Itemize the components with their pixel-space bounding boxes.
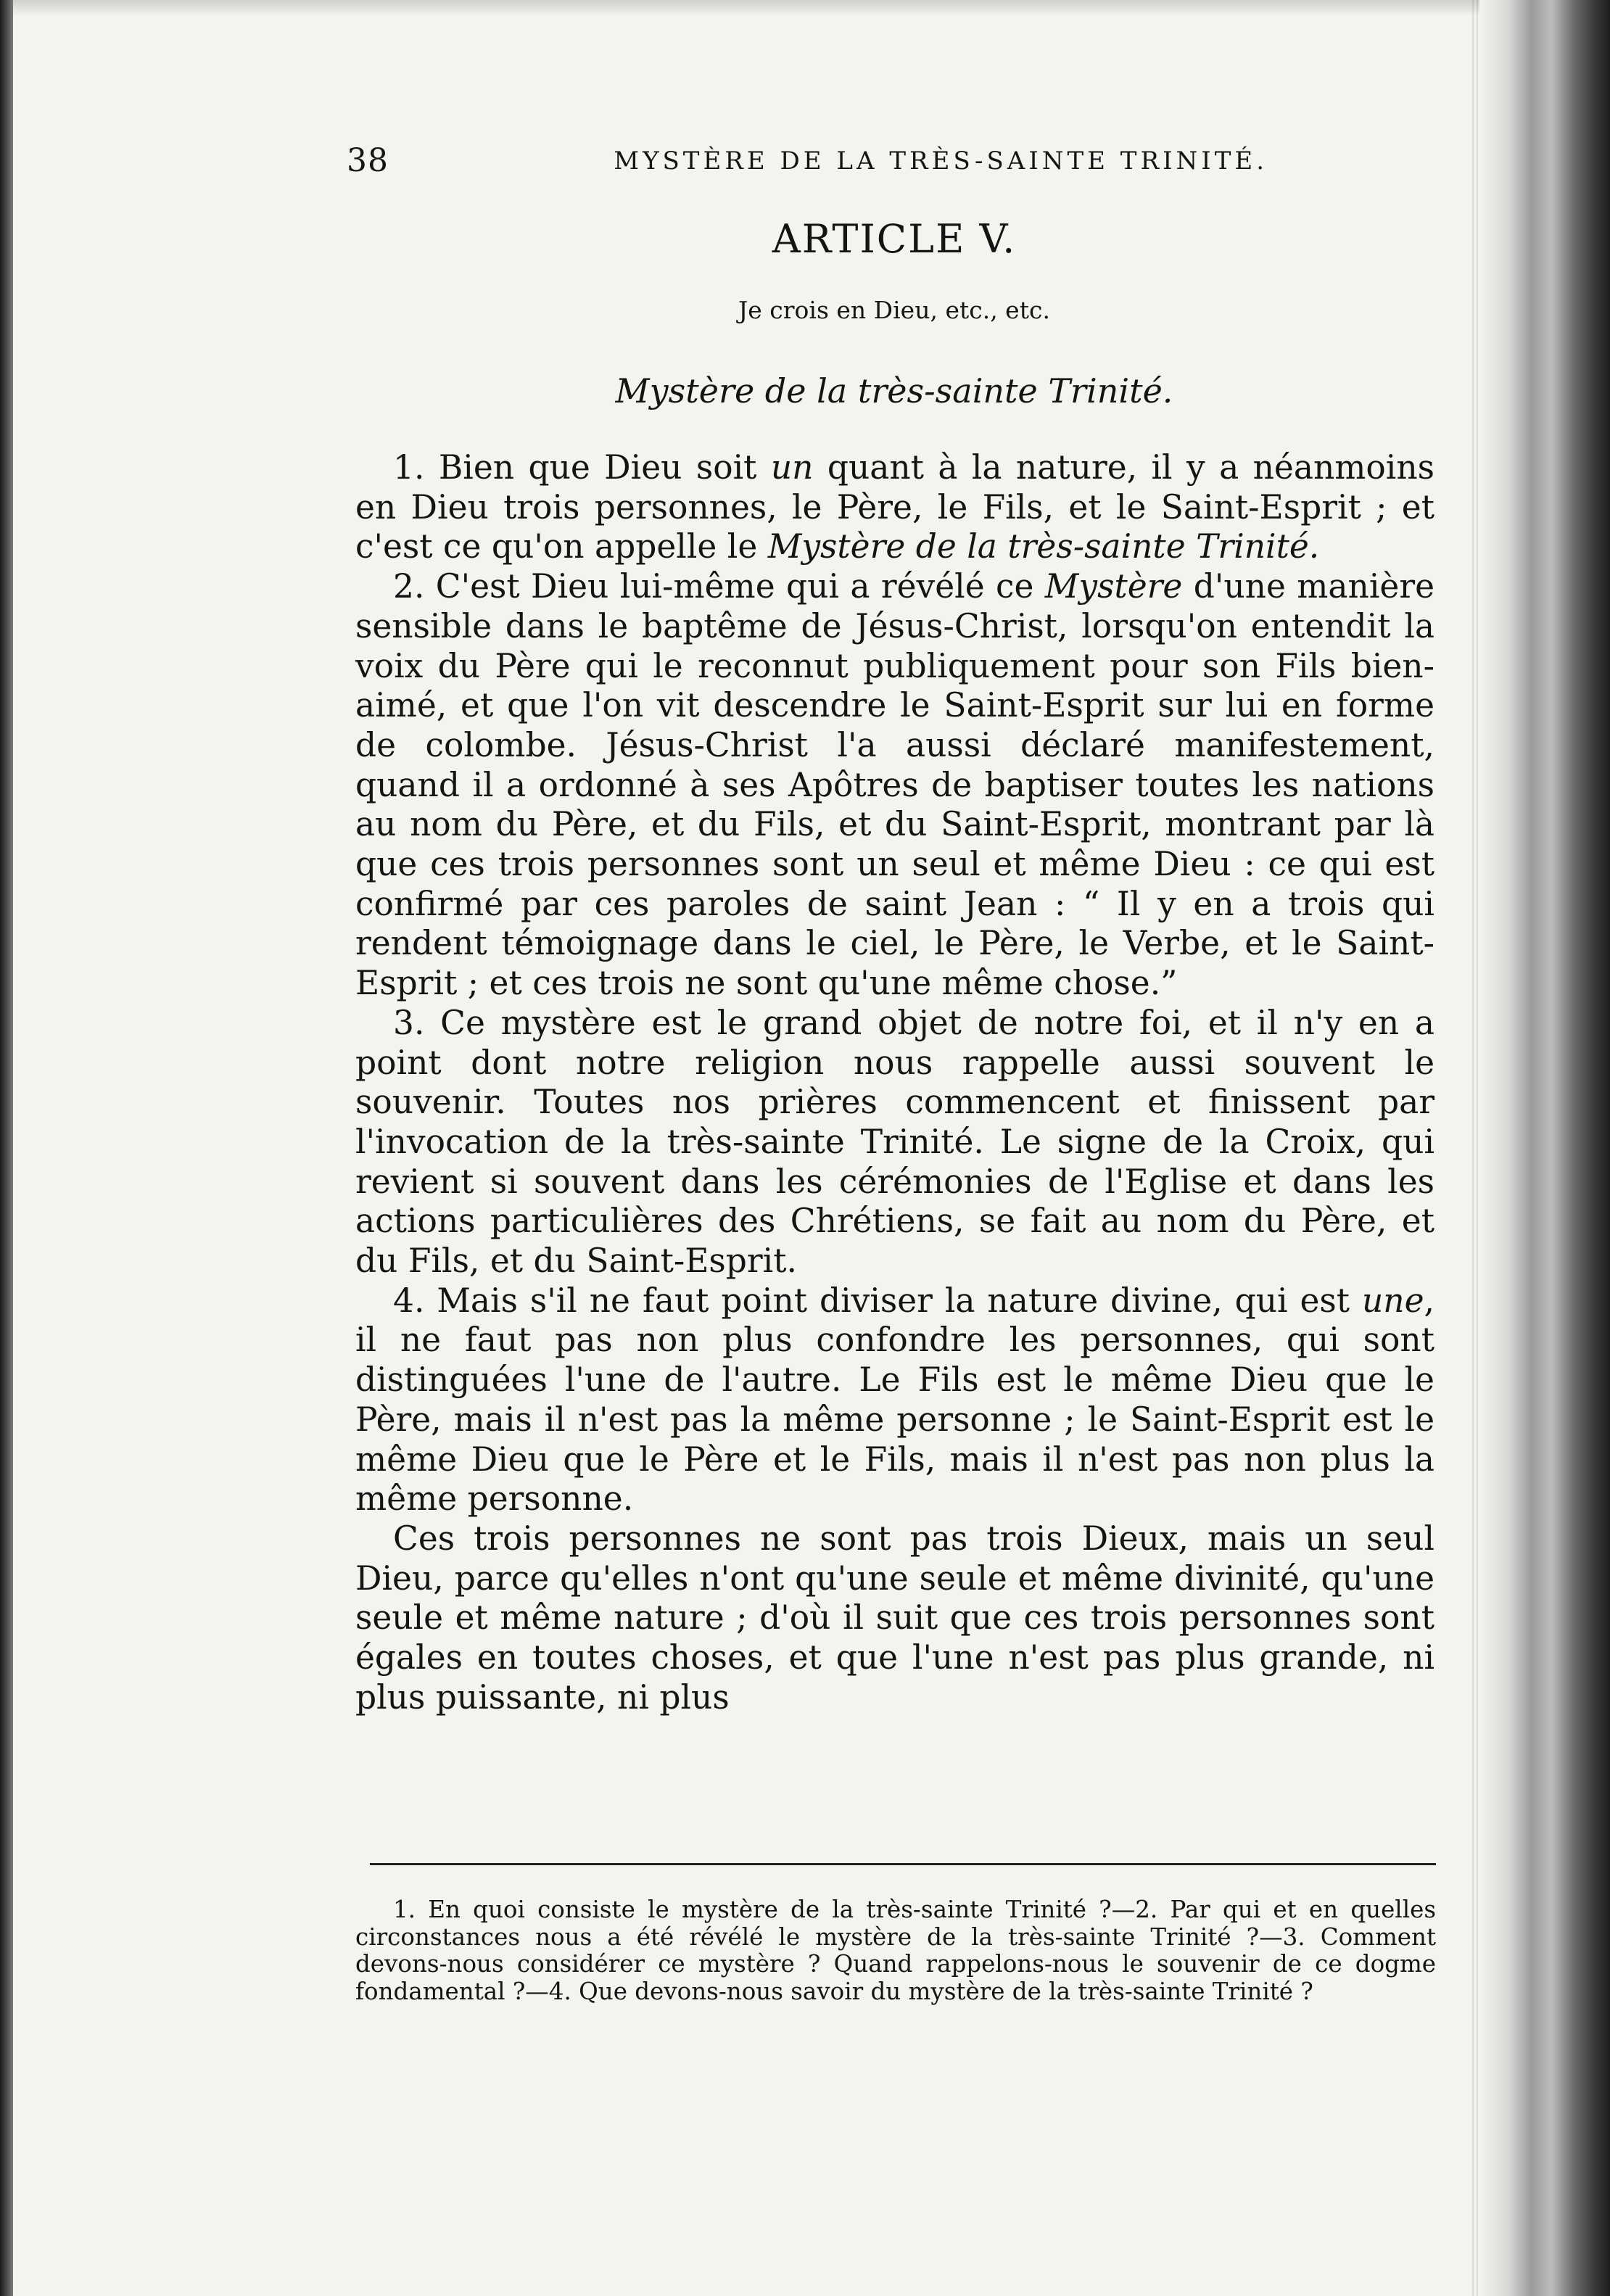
paragraph-text: Ce mystère est le grand objet de notre foi, et il n'y en a point dont notre religion nous rappelle aussi souvent le souvenir. Toutes nos prières commencent et finissent par l'invocation de la très-sainte Trinité. Le signe de la Croix, qui revient si souvent dans les cérémonies de l'Eglise et dans les actions particulières des Chrétiens, se fait au nom du Père, et du Fils, et du Saint-Esprit.	[355, 1003, 1434, 1281]
paragraph-text: Mais s'il ne faut point diviser la nature divine, qui est	[437, 1281, 1362, 1320]
paragraph-text: , il ne faut pas non plus confondre les personnes, qui sont distinguées l'une de l'autre. Le Fils est le même Dieu que le Père, mais il n'est pas la même personne ; le Saint-Esprit est le même Dieu que le Père et le Fils, mais il n'est pas non plus la même personne.	[355, 1281, 1434, 1519]
footnotes	[355, 1896, 1436, 2005]
scan-left-edge	[0, 0, 13, 2296]
paragraph-text: C'est Dieu lui-même qui a révélé ce	[435, 567, 1045, 606]
emphasis-text: Mystère	[1044, 567, 1183, 606]
emphasis-text: Mystère de la très-sainte Trinité.	[767, 527, 1320, 566]
footnote-rule	[370, 1863, 1436, 1865]
scan-top-shadow	[13, 0, 1493, 16]
page-number: 38	[347, 142, 389, 179]
paragraph-number: 1.	[393, 448, 425, 487]
scan-right-edge	[1479, 0, 1610, 2296]
paragraph-number: 4.	[393, 1281, 425, 1320]
emphasis-text: un	[770, 448, 814, 487]
running-title: MYSTÈRE DE LA TRÈS-SAINTE TRINITÉ.	[614, 146, 1268, 175]
paragraph-number: 3.	[393, 1003, 425, 1042]
paragraph-4	[355, 1281, 1434, 1519]
paragraph-5	[355, 1519, 1434, 1718]
body-text	[355, 448, 1434, 1718]
paragraph-text: quant à la nature, il y a néanmoins en Dieu trois personnes, le Père, le Fils, et le Saint-Esprit ; et c'est ce qu'on appelle le	[355, 448, 1435, 566]
emphasis-text: une	[1361, 1281, 1424, 1320]
paragraph-3	[355, 1004, 1434, 1281]
article-heading: ARTICLE V.	[772, 216, 1017, 262]
footnote-questions: 1. En quoi consiste le mystère de la très-sainte Trinité ?—2. Par qui et en quelles circonstances nous a été révélé le mystère de la très-sainte Trinité ?—3. Comment devons-nous considérer ce mystère ? Quand rappelons-nous le souvenir de ce dogme fondamental ?—4. Que devons-nous savoir du mystère de la très-sainte Trinité ?	[355, 1896, 1436, 2005]
paragraph-text: Bien que Dieu soit	[438, 448, 771, 487]
paragraph-2	[355, 567, 1434, 1004]
paragraph-text: Ces trois personnes ne sont pas trois Dieux, mais un seul Dieu, parce qu'elles n'ont qu'une seule et même divinité, qu'une seule et même nature ; d'où il suit que ces trois personnes sont égales en toutes choses, et que l'une n'est pas plus grande, ni plus puissante, ni plus	[355, 1519, 1434, 1717]
epigraph: Je crois en Dieu, etc., etc.	[738, 296, 1050, 324]
running-head	[347, 142, 1268, 186]
paragraph-text: d'une manière sensible dans le baptême de Jésus-Christ, lorsqu'on entendit la voix du Père qui le reconnut publiquement pour son Fils bien-aimé, et que l'on vit descendre le Saint-Esprit sur lui en forme de colombe. Jésus-Christ l'a aussi déclaré manifestement, quand il a ordonné à ses Apôtres de baptiser toutes les nations au nom du Père, et du Fils, et du Saint-Esprit, montrant par là que ces trois personnes sont un seul et même Dieu : ce qui est confirmé par ces paroles de saint Jean : “ Il y en a trois qui rendent témoignage dans le ciel, le Père, le Verbe, et le Saint-Esprit ; et ces trois ne sont qu'une même chose.”	[355, 567, 1434, 1003]
paragraph-1	[355, 448, 1434, 567]
paragraph-number: 2.	[393, 567, 425, 606]
section-subtitle: Mystère de la très-sainte Trinité.	[615, 371, 1173, 410]
